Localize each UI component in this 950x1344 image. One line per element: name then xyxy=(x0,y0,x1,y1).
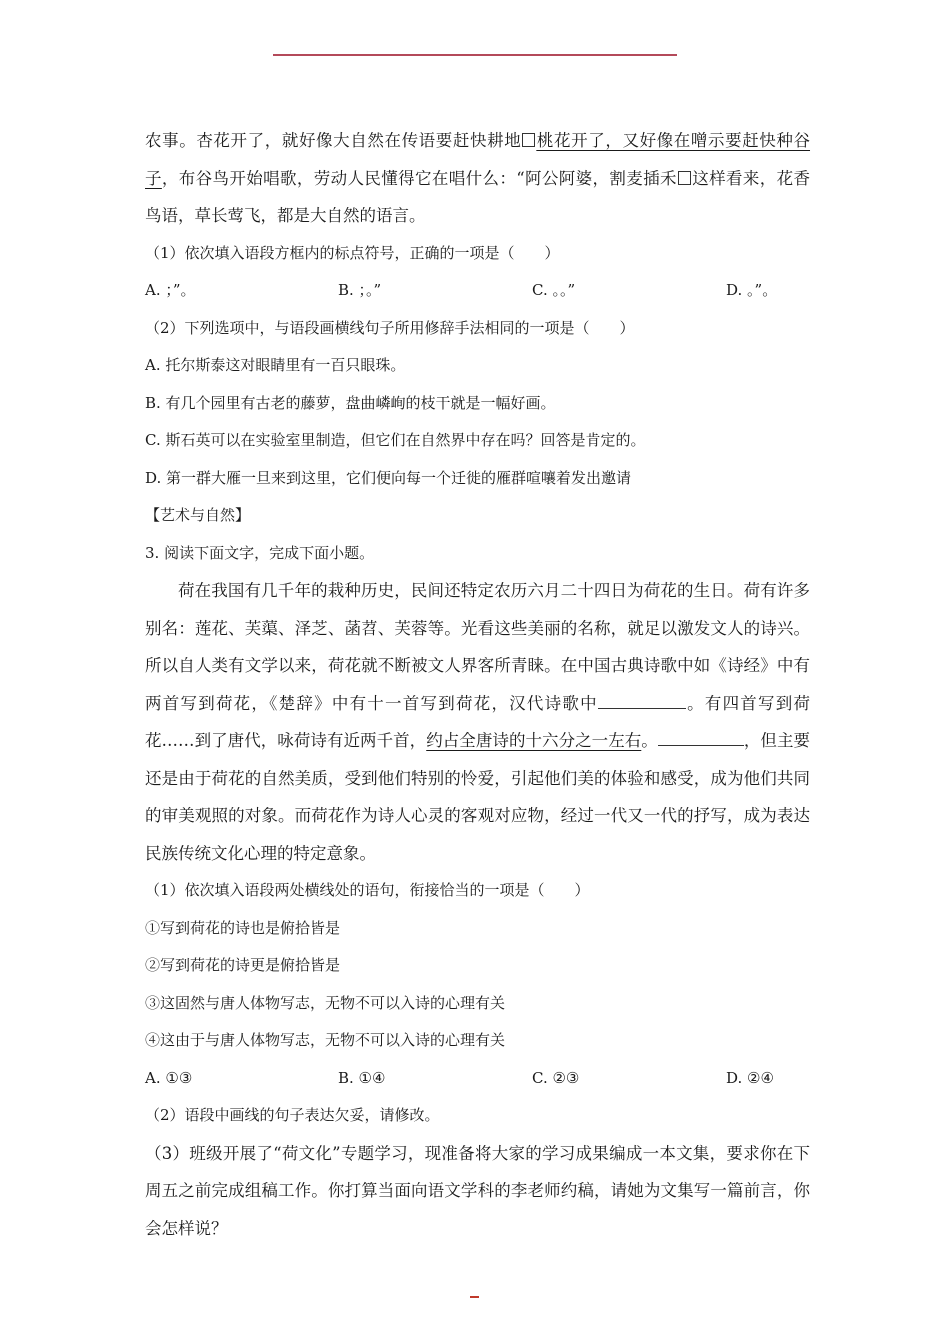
q3-sub1-option-a: A. ①③ xyxy=(145,1068,193,1087)
document-body xyxy=(145,122,810,1247)
underlined-sentence-part-2: 子 xyxy=(145,168,162,188)
section-title: 【艺术与自然】 xyxy=(145,506,251,524)
q3-sub1-item-4: ④这由于与唐人体物写志，无物不可以入诗的心理有关 xyxy=(145,1031,506,1049)
blank-2 xyxy=(658,729,744,747)
passage-1-text-d: 香鸟语，草长莺飞，都是大自然的语言。 xyxy=(145,168,811,225)
q3-sub1-option-c: C. ②③ xyxy=(532,1068,580,1087)
q3-sub3: （3）班级开展了“荷文化”专题学习，现准备将大家的学习成果编成一本文集，要求你在下周五之前完成组稿工作。你打算当面向语文学科的李老师约稿，请她为文集写一篇前言，你会怎样说？ xyxy=(145,1143,810,1238)
passage-1-text-b: ，布谷鸟开始唱歌，劳动人民懂得它在唱什么：“阿公阿婆，割麦插禾 xyxy=(161,168,677,188)
q3-sub1-option-d: D. ②④ xyxy=(726,1068,774,1087)
q1-option-d: D. 。”。 xyxy=(726,281,778,299)
q3-sub1-stem: （1）依次填入语段两处横线处的语句，衔接恰当的一项是（ ） xyxy=(145,881,590,899)
q1-options xyxy=(145,272,810,310)
q2-option-d: D. 第一群大雁一旦来到这里，它们便向每一个迁徙的雁群喧嚷着发出邀请 xyxy=(145,468,632,487)
q1-stem: （1）依次填入语段方框内的标点符号，正确的一项是（ ） xyxy=(145,243,560,262)
page-mark xyxy=(470,1296,479,1298)
passage-1 xyxy=(145,122,810,235)
passage-2-text-d: ，但主要还是由于荷花的自然美质，受到他们特别的怜爱，引起他们美的体验和感受，成为他们共同的审美观照的对象。而荷花作为诗人心灵的客观对应物，经过一代又一代的抒写，成为表达民族传统文化心理的特定意象。 xyxy=(145,731,811,863)
answer-box-1 xyxy=(522,133,535,147)
passage-2-text-a: 荷在我国有几千年的栽种历史，民间还特定农历六月二十四日为荷花的生日。荷有许多别名：莲花、芙蕖、泽芝、菡苕、芙蓉等。光看这些美丽的名称，就足以激发文人的诗兴。所以自人类有文学以来，荷花就不断被文人界客所青睐。在中国古典诗歌中如《诗经》中有两首写到荷花，《楚辞》中有十一首写到荷花，汉代诗歌中 xyxy=(145,581,810,713)
header-rule xyxy=(273,54,677,56)
q3-sub1-option-b: B. ①④ xyxy=(338,1068,386,1087)
q3-intro: 3. 阅读下面文字，完成下面小题。 xyxy=(145,543,375,562)
q1-option-a: A. ；”。 xyxy=(145,281,196,299)
passage-2-text-b: 。有四首写到荷花……到了唐代，咏荷诗有近两千首， xyxy=(145,693,811,750)
q3-sub1-item-2: ②写到荷花的诗更是俯拾皆是 xyxy=(145,956,341,974)
blank-1 xyxy=(598,691,686,709)
passage-2-text-c: 。 xyxy=(641,731,658,750)
answer-box-2 xyxy=(678,171,691,185)
q2-stem: （2）下列选项中，与语段画横线句子所用修辞手法相同的一项是（ ） xyxy=(145,318,635,337)
q3-sub2: （2）语段中画线的句子表达欠妥，请修改。 xyxy=(145,1106,440,1124)
passage-1-text-a: 农事。杏花开了，就好像大自然在传语要赶快耕地 xyxy=(145,131,522,150)
q3-sub1-options xyxy=(145,1060,810,1098)
q1-option-c: C. 。。” xyxy=(532,281,576,299)
q3-sub1-item-1: ①写到荷花的诗也是俯拾皆是 xyxy=(145,918,341,937)
q2-option-a: A. 托尔斯泰这对眼睛里有一百只眼珠。 xyxy=(145,356,406,374)
underlined-sentence-part-1: 桃花开了，又好像在噌示要赶快种谷 xyxy=(536,131,811,150)
underlined-sentence: 约占全唐诗的十六分之一左右 xyxy=(426,731,642,750)
q3-sub1-item-3: ③这固然与唐人体物写志，无物不可以入诗的心理有关 xyxy=(145,993,506,1012)
q1-option-b: B. ；。” xyxy=(338,281,382,299)
passage-1-text-c: 这样看来，花 xyxy=(691,168,794,188)
passage-2 xyxy=(145,572,810,872)
q2-option-c: C. 斯石英可以在实验室里制造，但它们在自然界中存在吗？回答是肯定的。 xyxy=(145,431,646,449)
q2-option-b: B. 有几个园里有古老的藤萝，盘曲嶙峋的枝干就是一幅好画。 xyxy=(145,393,556,412)
